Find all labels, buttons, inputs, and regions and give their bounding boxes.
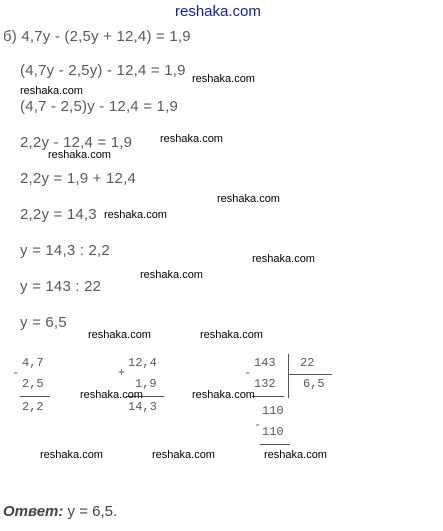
- equation-line-6: 2,2y = 14,3: [20, 206, 97, 223]
- watermark: reshaka.com: [152, 449, 215, 461]
- division-minus-sign-1: -: [244, 366, 252, 380]
- addition-result: 14,3: [128, 400, 157, 414]
- division-rule-1: [252, 396, 284, 397]
- division-minus-sign-2: -: [254, 418, 262, 432]
- division-product-2: 110: [262, 425, 284, 439]
- addition-term-2: 1,9: [135, 377, 157, 391]
- watermark: reshaka.com: [252, 253, 315, 265]
- division-bracket-vertical: [288, 354, 289, 398]
- subtraction-minus-sign: -: [12, 366, 20, 380]
- addition-term-1: 12,4: [128, 356, 157, 370]
- equation-line-7: y = 14,3 : 2,2: [20, 242, 110, 259]
- answer-value: y = 6,5.: [67, 503, 118, 520]
- watermark: reshaka.com: [48, 149, 111, 161]
- equation-line-4: 2,2y - 12,4 = 1,9: [20, 134, 133, 151]
- division-remainder: 110: [262, 404, 284, 418]
- watermark: reshaka.com: [192, 73, 255, 85]
- division-product-1: 132: [254, 377, 276, 391]
- watermark: reshaka.com: [104, 209, 167, 221]
- site-brand: reshaka.com: [175, 3, 261, 20]
- subtraction-rule: [20, 396, 50, 397]
- watermark: reshaka.com: [20, 85, 83, 97]
- equation-line-5: 2,2y = 1,9 + 12,4: [20, 170, 136, 187]
- watermark: reshaka.com: [192, 389, 255, 401]
- answer: [3, 503, 117, 520]
- equation-line-9: y = 6,5: [20, 314, 67, 331]
- equation-line-2: (4,7y - 2,5y) - 12,4 = 1,9: [20, 62, 186, 79]
- watermark: reshaka.com: [140, 269, 203, 281]
- watermark: reshaka.com: [40, 449, 103, 461]
- subtraction-minuend: 4,7: [22, 356, 44, 370]
- answer-label: Ответ:: [3, 503, 64, 520]
- watermark: reshaka.com: [264, 449, 327, 461]
- watermark: reshaka.com: [217, 193, 280, 205]
- watermark: reshaka.com: [160, 133, 223, 145]
- watermark: reshaka.com: [200, 329, 263, 341]
- division-bracket-horizontal: [288, 374, 332, 375]
- equation-line-1: б) 4,7y - (2,5y + 12,4) = 1,9: [3, 28, 191, 45]
- subtraction-result: 2,2: [22, 400, 44, 414]
- division-rule-2: [260, 444, 290, 445]
- division-dividend: 143: [254, 356, 276, 370]
- division-quotient: 6,5: [303, 377, 325, 391]
- division-divisor: 22: [300, 356, 315, 370]
- equation-line-3: (4,7 - 2,5)y - 12,4 = 1,9: [20, 98, 178, 115]
- equation-line-8: y = 143 : 22: [20, 278, 102, 295]
- watermark: reshaka.com: [80, 389, 143, 401]
- addition-plus-sign: +: [118, 366, 126, 380]
- watermark: reshaka.com: [88, 329, 151, 341]
- subtraction-subtrahend: 2,5: [22, 377, 44, 391]
